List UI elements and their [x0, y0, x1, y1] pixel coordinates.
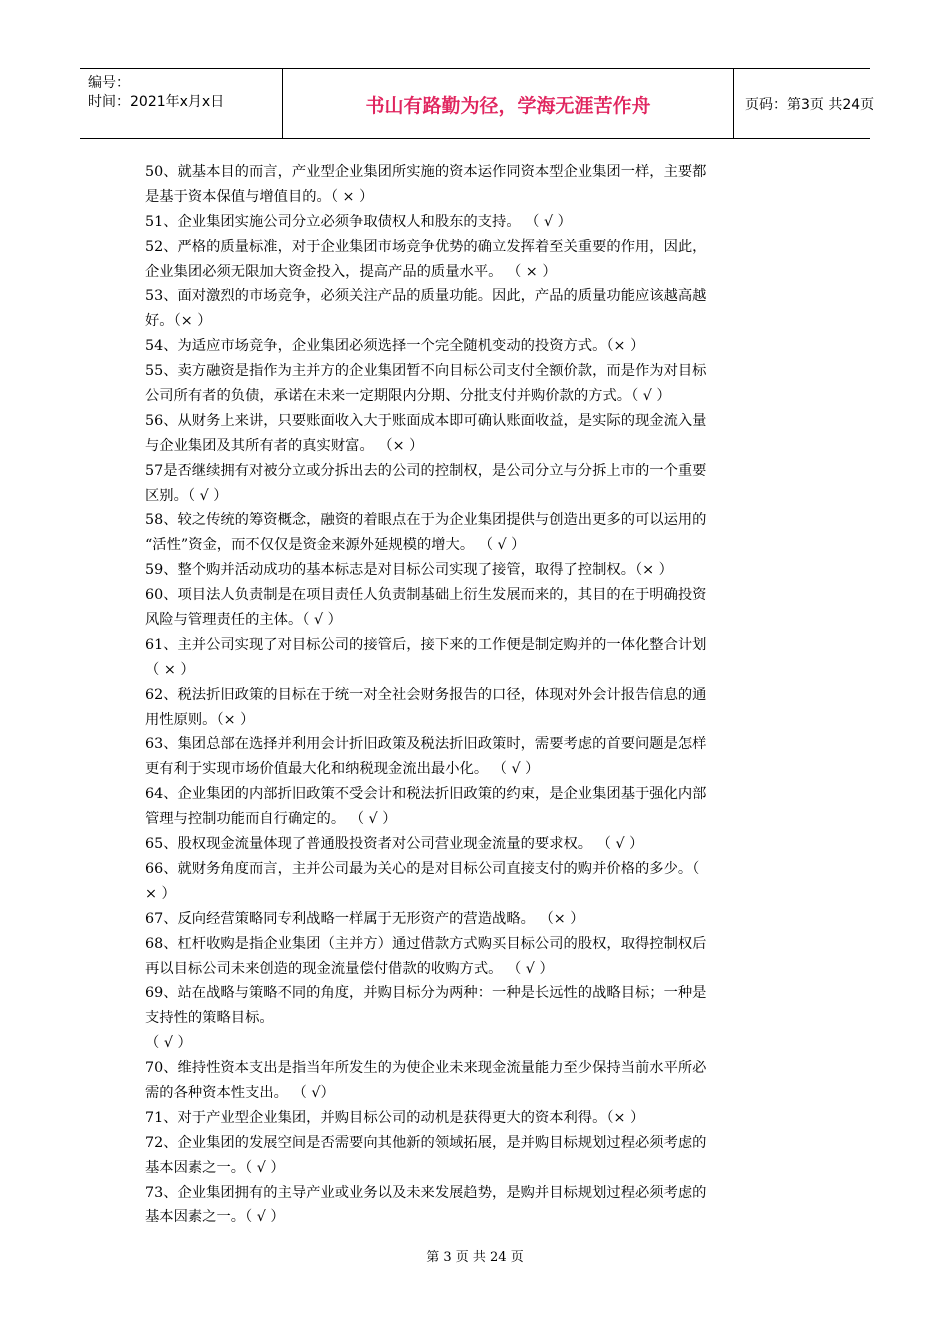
question-line: 63、集团总部在选择并利用会计折旧政策及税法折旧政策时，需要考虑的首要问题是怎样: [145, 736, 707, 753]
question-line: 73、企业集团拥有的主导产业或业务以及未来发展趋势，是购并目标规划过程必须考虑的: [145, 1184, 707, 1201]
question-line: × ）: [145, 885, 176, 902]
question-line: 70、维持性资本支出是指当年所发生的为使企业未来现金流量能力至少保持当前水平所必: [145, 1060, 707, 1077]
question-line: 风险与管理责任的主体。（ √ ）: [145, 612, 342, 629]
question-line: 管理与控制功能而自行确定的。 （ √ ）: [145, 811, 397, 828]
question-item: [145, 359, 810, 409]
question-item: [145, 459, 810, 509]
question-item: [145, 409, 810, 459]
question-line: 64、企业集团的内部折旧政策不受会计和税法折旧政策的约束，是企业集团基于强化内部: [145, 786, 707, 803]
header-motto: 书山有路勤为径，学海无涯苦作舟: [365, 95, 651, 117]
question-line: 再以目标公司未来创造的现金流量偿付借款的收购方式。 （ √ ）: [145, 960, 554, 977]
question-item: [145, 508, 810, 558]
question-item: [145, 210, 810, 235]
page-footer: 第 3 页 共 24 页: [426, 1250, 524, 1265]
question-line: “活性”资金，而不仅仅是资金来源外延规模的增大。 （ √ ）: [145, 537, 526, 554]
question-line: 55、卖方融资是指作为主并方的企业集团暂不向目标公司支付全额价款，而是作为对目标: [145, 363, 707, 380]
question-item: [145, 782, 810, 832]
question-line: 71、对于产业型企业集团，并购目标公司的动机是获得更大的资本利得。（× ）: [145, 1109, 645, 1126]
document-number-label: 编号：: [88, 75, 130, 91]
question-item: [145, 334, 810, 359]
document-time-label: 时间：2021年x月x日: [88, 94, 225, 110]
question-item: [145, 1056, 810, 1106]
question-item: [145, 932, 810, 982]
question-item: [145, 633, 810, 683]
question-line: 58、较之传统的筹资概念，融资的着眼点在于为企业集团提供与创造出更多的可以运用的: [145, 512, 707, 529]
question-item: [145, 857, 810, 907]
question-item: [145, 683, 810, 733]
question-line: 好。（× ）: [145, 313, 212, 330]
question-line: 53、面对激烈的市场竞争，必须关注产品的质量功能。因此，产品的质量功能应该越高越: [145, 288, 707, 305]
question-item: [145, 284, 810, 334]
question-line: 65、股权现金流量体现了普通股投资者对公司营业现金流量的要求权。 （ √ ）: [145, 836, 644, 853]
question-line: 62、税法折旧政策的目标在于统一对全社会财务报告的口径，体现对外会计报告信息的通: [145, 686, 707, 703]
question-item: [145, 583, 810, 633]
question-line: 与企业集团及其所有者的真实财富。 （× ）: [145, 437, 424, 454]
question-line: 区别。（ √ ）: [145, 487, 228, 504]
question-line: 54、为适应市场竞争，企业集团必须选择一个完全随机变动的投资方式。（× ）: [145, 338, 645, 355]
question-line: 57是否继续拥有对被分立或分拆出去的公司的控制权，是公司分立与分拆上市的一个重要: [145, 462, 707, 479]
question-line: 72、企业集团的发展空间是否需要向其他新的领域拓展，是并购目标规划过程必须考虑的: [145, 1134, 707, 1151]
question-line: 51、企业集团实施公司分立必须争取债权人和股东的支持。 （ √ ）: [145, 213, 572, 230]
question-item: [145, 160, 810, 210]
question-line: 56、从财务上来讲，只要账面收入大于账面成本即可确认账面收益，是实际的现金流入量: [145, 412, 707, 429]
question-line: 61、主并公司实现了对目标公司的接管后，接下来的工作便是制定购并的一体化整合计划: [145, 636, 707, 653]
header-motto-cell: [283, 69, 734, 138]
question-line: 50、就基本目的而言，产业型企业集团所实施的资本运作同资本型企业集团一样，主要都: [145, 164, 707, 180]
question-line: 基本因素之一。（ √ ）: [145, 1159, 285, 1176]
question-item: [145, 981, 810, 1056]
question-item: [145, 1181, 810, 1231]
question-line: （ × ）: [145, 661, 195, 678]
question-item: [145, 235, 810, 285]
question-line: 67、反向经营策略同专利战略一样属于无形资产的营造战略。 （× ）: [145, 910, 585, 927]
question-line: 68、杠杆收购是指企业集团（主并方）通过借款方式购买目标公司的股权，取得控制权后: [145, 935, 707, 952]
header-info-cell: [80, 69, 283, 138]
question-line: 69、站在战略与策略不同的角度，并购目标分为两种：一种是长远性的战略目标；一种是: [145, 985, 707, 1002]
header-page-info: 页码：第3页 共24页: [745, 97, 875, 113]
question-item: [145, 732, 810, 782]
question-item: [145, 1106, 810, 1131]
question-line: 需的各种资本性支出。 （ √）: [145, 1084, 335, 1101]
question-list: [145, 160, 810, 1230]
question-line: 基本因素之一。（ √ ）: [145, 1209, 285, 1226]
question-line: 支持性的策略目标。: [145, 1010, 274, 1027]
question-line: 是基于资本保值与增值目的。（ × ）: [145, 188, 374, 205]
question-line: 60、项目法人负责制是在项目责任人负责制基础上衍生发展而来的，其目的在于明确投资: [145, 587, 707, 604]
question-line: （ √ ）: [145, 1035, 192, 1052]
question-item: [145, 558, 810, 583]
header-page-cell: [734, 69, 875, 138]
question-line: 更有利于实现市场价值最大化和纳税现金流出最小化。 （ √ ）: [145, 761, 540, 778]
question-line: 52、严格的质量标准，对于企业集团市场竞争优势的确立发挥着至关重要的作用，因此，: [145, 238, 707, 255]
question-item: [145, 832, 810, 857]
question-line: 59、整个购并活动成功的基本标志是对目标公司实现了接管，取得了控制权。（× ）: [145, 562, 673, 579]
page-header: [80, 68, 875, 139]
question-line: 公司所有者的负债，承诺在未来一定期限内分期、分批支付并购价款的方式。（ √ ）: [145, 388, 671, 405]
question-line: 66、就财务角度而言，主并公司最为关心的是对目标公司直接支付的购并价格的多少。（: [145, 860, 700, 877]
question-item: [145, 1131, 810, 1181]
question-item: [145, 907, 810, 932]
question-line: 企业集团必须无限加大资金投入，提高产品的质量水平。 （ × ）: [145, 263, 557, 280]
question-line: 用性原则。（× ）: [145, 711, 255, 728]
